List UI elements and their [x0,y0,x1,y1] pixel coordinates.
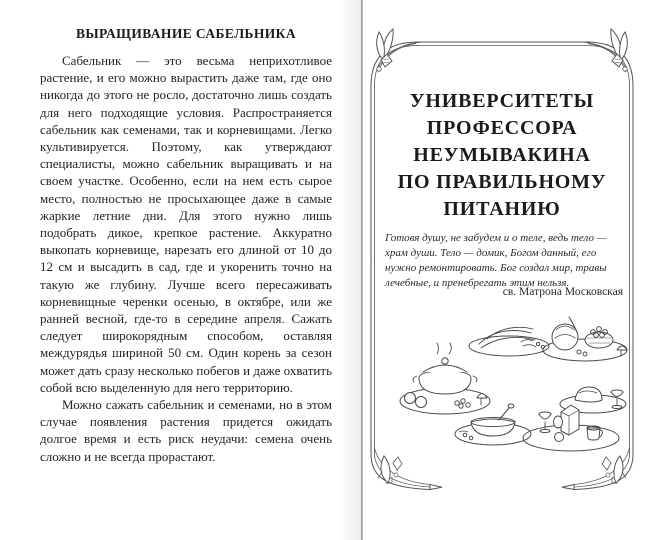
book-title [378,88,626,223]
soup-bowl-drawing [455,404,531,445]
epigraph: Готовя душу, не забудем и о теле, ведь тело — храм души. Тело — домик, Богом данный, его нужно ремонтировать. Бог создал мир, травы лечебные, и пренебрегать этим нельзя. [385,232,607,289]
gutter-shadow [338,0,361,540]
book-title-line: ПРОФЕССОРА [426,117,578,139]
gutter-fold-line [361,0,363,540]
drinks-tray-drawing [523,405,619,451]
body-paragraph: Можно сажать сабельник и семенами, но в этом случае появления растения придется ожидать долгое время и есть риск неудачи: семена очень сложно и не всегда прорастают. [40,397,332,464]
epigraph-attribution: св. Матрона Московская [502,286,623,298]
cabbage-basket-drawing [543,317,627,361]
tureen-drawing [400,343,490,414]
book-title-line: ПИТАНИЮ [443,198,561,220]
book-title-line: УНИВЕРСИТЕТЫ [409,90,595,112]
food-still-life-illustration [393,316,629,456]
greens-plate-drawing [469,327,549,356]
book-title-line: ПО ПРАВИЛЬНОМУ [397,171,607,193]
article-body [40,52,332,465]
body-paragraph: Сабельник — это весьма неприхотливое растение, и его можно вырастить даже там, где оно никогда до этого не росло, достаточно лишь создать для него подходящие условия. Распространяется сабельник как семенами, так и корневищами. Легко культивируется. Поэтому, как утверждают специалисты, можно сабельник выращивать и на своем участке. Особенно, если на нем есть сырое место, полностью не просыхающее даже в самые жаркие летние дни. Для этого нужно лишь подобрать дикое, крепкое растение. Аккуратно выкопать корневище, нарезать его длиной от 10 до 12 см и высадить в сад, где и укоренить точно на такую же глубину. Лучше всего пересаживать корневищные черенки осенью, в октябре, или же ранней весной, где-то в середине апреля. Сажать следует широкорядным способом, оставляя междурядья шириной 50 см. Один корень за сезон может дать сразу несколько побегов и даже охватить собой всю выделенную для него территорию. [40,53,332,395]
book-title-line: НЕУМЫВАКИНА [413,144,591,166]
article-title: ВЫРАЩИВАНИЕ САБЕЛЬНИКА [75,26,297,41]
left-page [40,26,332,465]
